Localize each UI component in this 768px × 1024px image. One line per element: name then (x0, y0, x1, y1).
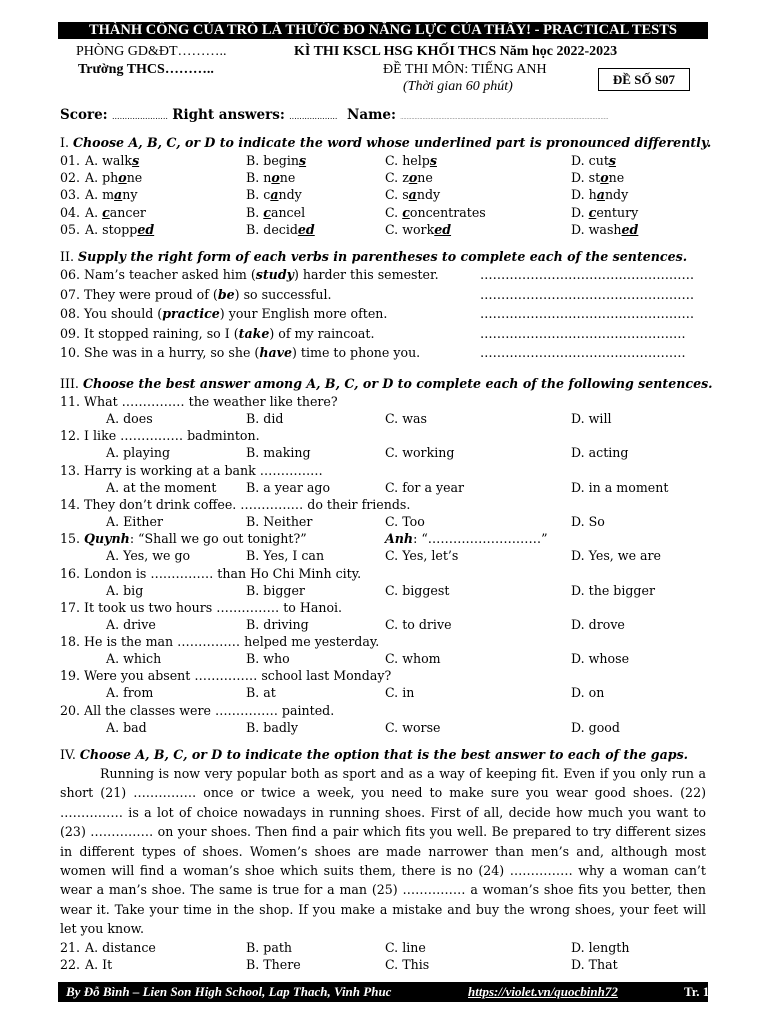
underlined-part: a (408, 187, 417, 203)
underlined-part: ed (137, 221, 155, 237)
verb-in-parentheses: be (217, 286, 235, 302)
question-number: 04. (60, 204, 81, 220)
option-text: C. s (385, 187, 409, 203)
reading-passage (60, 764, 706, 939)
option-d[interactable]: D. So (571, 513, 605, 529)
option-d[interactable]: D. whose (571, 651, 630, 667)
option-b[interactable]: B. There (246, 957, 301, 973)
option-d[interactable] (571, 187, 628, 202)
option-b[interactable] (246, 205, 305, 220)
option-a[interactable]: A. big (106, 582, 144, 598)
option-a[interactable]: A. which (106, 651, 162, 667)
underlined-part: s (608, 153, 616, 168)
option-a[interactable] (85, 222, 154, 237)
option-c[interactable]: C. whom (385, 651, 441, 667)
option-text: A. ph (85, 170, 119, 186)
option-b[interactable]: B. who (246, 651, 290, 667)
option-c[interactable] (385, 222, 451, 237)
question-text: 16. London is …………… than Ho Chi Minh city. (60, 565, 362, 581)
section-instruction: Choose A, B, C, or D to indicate the option that is the best answer to each of the gaps. (79, 747, 689, 762)
option-a[interactable]: A. distance (85, 940, 156, 955)
question-text: ) of my raincoat. (269, 325, 375, 341)
section-1-title (60, 135, 711, 150)
option-b[interactable]: B. badly (246, 719, 299, 735)
section-instruction: Supply the right form of each verbs in parentheses to complete each of the sentences. (77, 249, 688, 264)
option-c[interactable] (385, 170, 433, 185)
question-number: 21. (60, 940, 81, 955)
question-text: 20. All the classes were …………… painted. (60, 702, 335, 718)
option-a[interactable] (85, 187, 137, 202)
question-text: 09. It stopped raining, so I ( (60, 325, 239, 341)
option-text: ancel (270, 204, 306, 220)
question-number: 15. (60, 531, 85, 547)
exam-title: KÌ THI KSCL HSG KHỐI THCS Năm học 2022-2023 (294, 44, 618, 59)
top-banner: THÀNH CÔNG CỦA TRÒ LÀ THƯỚC ĐO NĂNG LỰC CỦA THẦY! - PRACTICAL TESTS (58, 22, 708, 39)
option-d[interactable]: D. the bigger (571, 582, 655, 598)
option-c[interactable]: C. to drive (385, 616, 452, 632)
option-c[interactable]: C. Too (385, 513, 425, 529)
option-text: B. c (246, 187, 271, 203)
question-text: ) so successful. (234, 286, 332, 302)
question-number: 05. (60, 221, 81, 237)
option-text: A. walk (85, 153, 133, 168)
right-answers-blank: ................... (289, 112, 338, 121)
verb-question (60, 287, 331, 302)
section-number: III. (60, 376, 83, 391)
underlined-part: c (402, 204, 410, 220)
question-text: 12. I like …………… badminton. (60, 428, 260, 444)
option-a[interactable]: A. at the moment (106, 479, 217, 495)
option-d[interactable] (571, 170, 624, 185)
question-number: 02. (60, 170, 81, 186)
question-number: 03. (60, 187, 81, 203)
option-c[interactable]: C. line (385, 940, 426, 955)
option-c[interactable] (385, 187, 440, 202)
score-label: Score: (60, 107, 108, 123)
question-number: 22. (60, 957, 81, 973)
exam-time: (Thời gian 60 phút) (403, 79, 513, 94)
name-label: Name: (347, 107, 396, 123)
verb-question (60, 345, 420, 360)
option-c[interactable]: C. working (385, 445, 455, 461)
option-d[interactable]: D. on (571, 685, 605, 701)
question-text: 19. Were you absent …………… school last Monday? (60, 668, 392, 684)
option-a[interactable]: A. from (106, 685, 154, 701)
option-text: B. begin (246, 153, 299, 168)
section-2-title (60, 249, 687, 264)
speaker-name: Anh (385, 531, 414, 547)
underlined-part: s (298, 153, 307, 168)
option-b[interactable]: B. driving (246, 616, 309, 632)
section-number: IV. (60, 747, 80, 762)
section-instruction: Choose the best answer among A, B, C, or D to complete each of the following sentences. (82, 376, 713, 391)
footer-bar (58, 982, 708, 1002)
option-text: ndy (278, 187, 302, 203)
option-text: C. work (385, 221, 435, 237)
underlined-part: o (118, 170, 127, 186)
underlined-part: ed (621, 221, 639, 237)
option-b[interactable]: B. did (246, 411, 284, 426)
answer-blank[interactable]: …………………………………………… (480, 267, 695, 282)
option-b[interactable] (246, 170, 295, 185)
option-text: D. (571, 204, 589, 220)
section-number: I. (60, 135, 73, 150)
option-text: ne (417, 170, 433, 186)
option-d[interactable] (571, 153, 616, 168)
option-text: oncentrates (409, 204, 486, 220)
dialogue-line: : “………………………” (413, 531, 548, 547)
option-b[interactable] (246, 222, 315, 237)
verb-question (60, 306, 387, 321)
page-number: Tr. 1 (684, 984, 710, 999)
exam-subject: ĐỀ THI MÔN: TIẾNG ANH (383, 62, 547, 77)
option-d[interactable] (571, 205, 638, 220)
option-a[interactable]: A. drive (106, 616, 156, 632)
option-d[interactable]: D. length (571, 940, 630, 955)
dept-label: PHÒNG GD&ĐT……….. (76, 44, 227, 59)
option-d[interactable]: D. That (571, 957, 618, 973)
option-text: C. z (385, 170, 409, 186)
option-text: ne (608, 170, 625, 186)
question-text: 10. She was in a hurry, so she ( (60, 345, 260, 361)
question-number: 01. (60, 153, 81, 168)
verb-question (60, 267, 439, 282)
option-text: ne (126, 170, 143, 186)
option-a[interactable] (85, 170, 142, 185)
underlined-part: s (429, 153, 437, 168)
option-b[interactable]: B. bigger (246, 582, 305, 598)
underlined-part: c (263, 204, 271, 220)
name-line (347, 107, 608, 123)
option-b[interactable]: B. Neither (246, 513, 313, 529)
dialogue-reply (385, 531, 548, 546)
option-text: C. (385, 204, 403, 220)
question-text: 17. It took us two hours …………… to Hanoi. (60, 599, 343, 615)
exam-code-box: ĐỀ SỐ S07 (598, 68, 690, 91)
option-d[interactable]: D. good (571, 719, 620, 735)
verb-in-parentheses: practice (162, 306, 220, 322)
question-text: 14. They don’t drink coffee. …………… do their friends. (60, 496, 411, 512)
option-c[interactable]: C. was (385, 411, 427, 426)
option-c[interactable]: C. in (385, 685, 415, 701)
speaker-name: Quynh (84, 531, 130, 547)
name-blank: ................................................................................................................................... (400, 115, 609, 121)
answer-blank[interactable]: …………………………………………… (480, 306, 695, 322)
option-d[interactable]: D. drove (571, 616, 625, 632)
question-text: ) time to phone you. (292, 345, 421, 361)
underlined-part: c (588, 204, 597, 220)
answer-blank[interactable]: …………………………………………. (480, 325, 686, 341)
footer-link[interactable]: https://violet.vn/quocbinh72 (468, 984, 618, 999)
option-text: D. h (571, 187, 597, 203)
verb-question (60, 326, 374, 341)
question-text: 06. Nam’s teacher asked him ( (60, 267, 256, 282)
dialogue-line: : “Shall we go out tonight?” (129, 531, 307, 547)
option-b[interactable]: B. Yes, I can (246, 548, 325, 564)
option-c[interactable] (385, 153, 437, 168)
option-a[interactable] (85, 205, 146, 220)
verb-in-parentheses: study (255, 267, 294, 282)
option-text: ny (122, 187, 138, 203)
answer-blank[interactable]: …………………………………………. (480, 345, 686, 361)
option-b[interactable]: B. making (246, 445, 311, 461)
option-text: ancer (109, 204, 146, 220)
underlined-part: ed (434, 221, 452, 237)
option-d[interactable]: D. acting (571, 445, 629, 461)
option-d[interactable]: D. will (571, 411, 612, 426)
option-a[interactable]: A. Either (106, 513, 163, 529)
school-label: Trường THCS……….. (78, 62, 214, 77)
underlined-part: a (270, 187, 279, 203)
underlined-part: c (102, 204, 110, 220)
question-text: 11. What …………… the weather like there? (60, 394, 338, 409)
verb-in-parentheses: take (238, 325, 270, 341)
option-c[interactable]: C. biggest (385, 582, 450, 598)
verb-in-parentheses: have (259, 345, 292, 361)
underlined-part: ed (297, 221, 315, 237)
option-c[interactable]: C. Yes, let’s (385, 548, 459, 564)
section-3-title (60, 376, 713, 391)
underlined-part: o (271, 170, 280, 186)
option-text: B. n (246, 170, 272, 186)
score-blank: ...................... (111, 112, 168, 121)
option-b[interactable]: B. path (246, 940, 293, 955)
answer-blank[interactable]: …………………………………………… (480, 286, 695, 302)
underlined-part: o (408, 170, 418, 186)
option-d[interactable] (571, 222, 638, 237)
option-text: A. m (85, 187, 115, 203)
right-answers-label: Right answers: (172, 107, 285, 123)
option-d[interactable]: D. Yes, we are (571, 548, 662, 564)
option-text: ndy (416, 187, 441, 203)
underlined-part: s (132, 153, 140, 168)
option-d[interactable]: D. in a moment (571, 479, 669, 495)
question-text: ) harder this semester. (293, 267, 439, 282)
passage-text: Running is now very popular both as sport and as a way of keeping fit. Even if you only run a short (21) …………… once or twice a week, you need to make sure you wear good shoes. (22) …………… is a lot of choice nowadays in running shoes. First of all, decide how much you want to (23) …………… on your shoes. Then find a pair which fits you well. Be prepared to try different sizes in different types of shoes. Women’s shoes are made narrower than men’s and, although most women will find a woman’s shoe which suits them, there is no (24) …………… why a woman can’t wear a man’s shoe. The same is true for a man (25) …………… a woman’s shoe fits you better, then wear it. Take your time in the shop. If you make a mistake and buy the wrong shoes, your feet will let you know. (60, 766, 706, 937)
option-text: entury (596, 204, 639, 220)
option-b[interactable] (246, 187, 302, 202)
option-text: D. wash (571, 221, 622, 237)
option-text: D. st (571, 170, 601, 186)
option-a[interactable] (85, 153, 139, 168)
option-a[interactable]: A. bad (106, 719, 147, 735)
option-a[interactable]: A. playing (106, 445, 171, 461)
question-text: 08. You should ( (60, 306, 163, 322)
option-c[interactable]: C. This (385, 957, 430, 973)
option-text: ne (279, 170, 296, 186)
question-text: 07. They were proud of ( (60, 286, 218, 302)
option-text: B. (246, 204, 264, 220)
option-text: ndy (604, 187, 629, 203)
footer-author: By Đỗ Bình – Lien Son High School, Lap Thach, Vinh Phuc (66, 984, 392, 999)
question-text: ) your English more often. (219, 306, 388, 322)
section-number: II. (60, 249, 78, 264)
question-text (60, 531, 307, 546)
underlined-part: a (114, 187, 123, 203)
option-c[interactable]: C. for a year (385, 479, 465, 495)
underlined-part: o (600, 170, 609, 186)
option-text: D. cut (571, 153, 609, 168)
option-b[interactable]: B. at (246, 685, 276, 701)
section-4-title (60, 747, 688, 762)
option-text: A. stopp (85, 221, 138, 237)
option-text: A. (85, 204, 103, 220)
option-c[interactable]: C. worse (385, 719, 441, 735)
option-c[interactable] (385, 205, 486, 220)
option-a[interactable]: A. It (85, 957, 113, 973)
option-text: B. decid (246, 221, 298, 237)
underlined-part: a (596, 187, 605, 203)
option-a[interactable]: A. Yes, we go (106, 548, 191, 564)
question-text: 13. Harry is working at a bank …………… (60, 462, 323, 478)
option-b[interactable] (246, 153, 306, 168)
score-line (60, 107, 337, 123)
option-text: C. help (385, 153, 430, 168)
option-a[interactable]: A. does (106, 411, 153, 426)
option-b[interactable]: B. a year ago (246, 479, 331, 495)
section-instruction: Choose A, B, C, or D to indicate the word whose underlined part is pronounced differently. (72, 135, 712, 150)
question-text: 18. He is the man …………… helped me yesterday. (60, 634, 380, 650)
